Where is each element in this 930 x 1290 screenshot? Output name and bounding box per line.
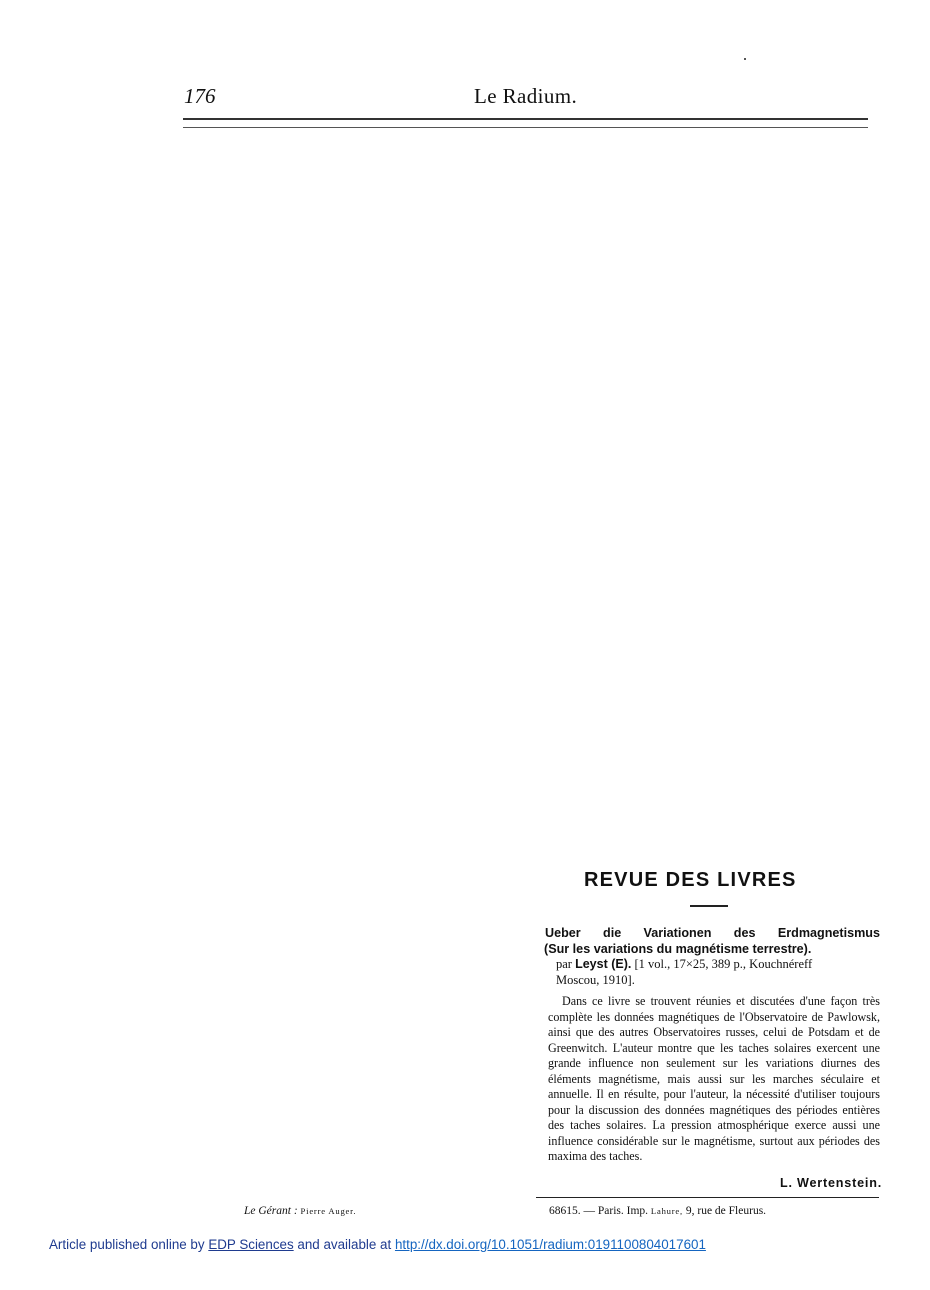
by-label: par [556,957,572,971]
reviewer-signature: L. Wertenstein. [779,1176,882,1190]
imprint-address: 9, rue de Fleurus. [685,1205,767,1217]
stray-print-mark [744,58,746,60]
journal-title: Le Radium. [474,84,578,108]
notice-middle: and available at [297,1237,392,1252]
header-rule [183,118,868,128]
book-author: Leyst (E). [575,957,632,971]
publisher-link[interactable]: EDP Sciences [208,1237,294,1252]
gerant-name: Pierre Auger. [300,1206,357,1216]
book-entry [544,926,880,988]
gerant-line [244,1205,356,1217]
review-paragraph: Dans ce livre se trouvent réunies et discutées d'une façon très complète les données magnétiques de l'Observatoire de Pawlowsk, ainsi que des autres Observatoires russes, celui de Potsdam et de Greenwitch. L'auteur montre que les taches solaires exercent une grande influence non seulement sur les variations diurnes des éléments magnétisme, mais aussi sur les marches séculaire et annuelle. Il en résulte, pour l'auteur, la nécessité d'utiliser toujours pour la discussion des données magnétiques des périodes entières des taches solaires. La pression atmosphérique exerce aussi une influence considérable sur le magnétisme, surtout aux périodes des maxima des taches. [548,994,880,1163]
book-place-year: Moscou, 1910]. [556,972,635,987]
publication-notice [49,1237,706,1252]
imprint-printer: Lahure, [650,1206,683,1216]
footer-rule [536,1197,879,1198]
book-title-french: (Sur les variations du magnétisme terrestre). [544,941,812,956]
imprint-prefix: 68615. — Paris. Imp. [549,1205,649,1217]
doi-link[interactable]: http://dx.doi.org/10.1051/radium:0191100804017601 [394,1237,706,1252]
notice-prefix: Article published online by [49,1237,205,1252]
heading-rule [690,905,728,907]
page-number: 176 [184,84,216,108]
imprint-line [549,1205,766,1217]
section-heading: REVUE DES LIVRES [584,869,797,891]
book-author-line [544,957,880,973]
gerant-label: Le Gérant : [244,1205,298,1217]
book-details: [1 vol., 17×25, 389 p., Kouchnéreff [634,957,813,971]
book-title-german: Ueber die Variationen des Erdmagnetismus [545,926,880,940]
